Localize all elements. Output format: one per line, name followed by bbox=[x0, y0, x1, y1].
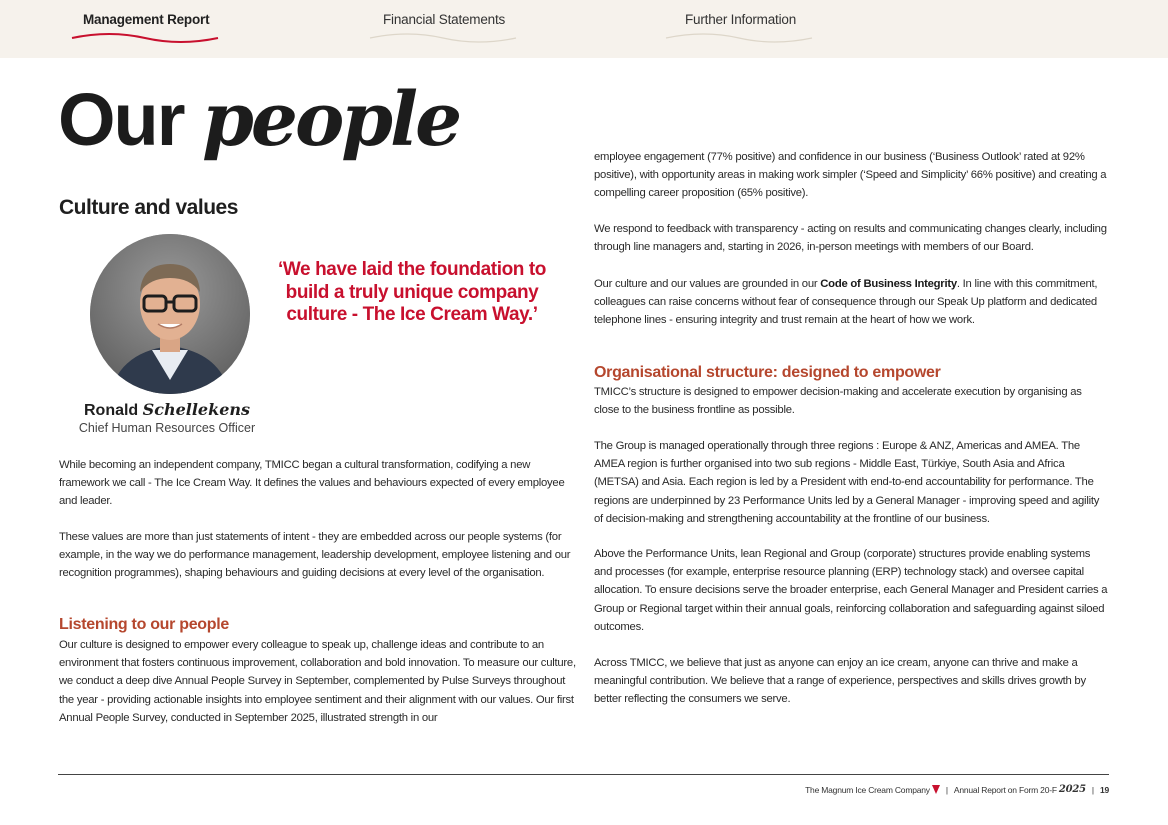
page-footer bbox=[805, 784, 1109, 795]
person-first-name: Ronald bbox=[83, 402, 139, 419]
page-number: 19 bbox=[1099, 784, 1109, 795]
right-paragraph-5: The Group is managed operationally through three regions : Europe & ANZ, Americas and AMEA. The AMEA region is further organised into two sub regions - Middle East, Türkiye, South Asia and Africa (METSA) and Asia. Each region is led by a President with end-to-end accountability for performance. The regions are underpinned by 23 Performance Units led by a General Manager - improving speed and agility of decision-making and strengthening accountability at the frontline of our business. bbox=[594, 440, 1100, 525]
subheading-organisational-structure: Organisational structure: designed to empower bbox=[594, 364, 941, 381]
left-paragraph-1: While becoming an independent company, TMICC began a cultural transformation, codifying a new framework we call - The Ice Cream Way. It defines the values and behaviours expected of every employee and leader. bbox=[59, 459, 565, 508]
tab-management-report[interactable] bbox=[70, 12, 220, 46]
footer-separator: | bbox=[1091, 784, 1094, 795]
person-name bbox=[59, 400, 275, 420]
text-run: Our culture and our values are grounded in our bbox=[594, 278, 821, 290]
tab-further-information[interactable] bbox=[664, 12, 814, 46]
tab-underline bbox=[664, 30, 814, 46]
pull-quote: ‘We have laid the foundation to build a truly unique company culture - The Ice Cream Way.’ bbox=[277, 259, 547, 325]
right-paragraph-7: Across TMICC, we believe that just as anyone can enjoy an ice cream, anyone can thrive and make a meaningful contribution. We believe that a range of experience, perspectives and skills drives growth by better reflecting the consumers we serve. bbox=[594, 657, 1086, 706]
text-run: . In line with this commitment, colleagues can raise concerns without fear of consequence through our Speak Up platform and dedicated telephone lines - ensuring integrity and trust remain at the heart of how we work. bbox=[594, 278, 1098, 327]
footer-report: Annual Report on Form 20-F bbox=[953, 784, 1057, 795]
footer-divider bbox=[58, 774, 1109, 775]
right-paragraph-4: TMICC’s structure is designed to empower decision-making and accelerate execution by organising as close to the business frontline as possible. bbox=[594, 386, 1082, 417]
person-last-name: Schellekens bbox=[142, 400, 251, 419]
page-title-word-2: people bbox=[202, 77, 460, 163]
footer-company: The Magnum Ice Cream Company bbox=[805, 784, 930, 795]
portrait-illustration bbox=[90, 234, 250, 394]
portrait-photo bbox=[90, 234, 250, 394]
footer-year: 2025 bbox=[1058, 784, 1086, 795]
tab-underline bbox=[368, 30, 518, 46]
right-paragraph-2: We respond to feedback with transparency - acting on results and communicating changes clearly, including through line managers and, starting in 2026, in-person meetings with members of our Board. bbox=[594, 223, 1107, 254]
right-paragraph-3 bbox=[594, 275, 1109, 330]
left-paragraph-3: Our culture is designed to empower every colleague to speak up, challenge ideas and contribute to an environment that fosters continuous improvement, collaboration and bold innovation. To measure our culture, we conduct a deep dive Annual People Survey in September, complemented by Pulse Surveys throughout the year - providing actionable insights into employee sentiment and their alignment with our values. Our first Annual People Survey, conducted in September 2025, illustrated strength in our bbox=[59, 639, 576, 724]
tab-label: Financial Statements bbox=[383, 12, 506, 27]
tab-underline-active bbox=[70, 30, 220, 46]
page-title-word-1: Our bbox=[58, 78, 184, 161]
subheading-listening: Listening to our people bbox=[59, 616, 229, 633]
tab-label: Management Report bbox=[83, 12, 210, 27]
code-of-business-integrity-link[interactable]: Code of Business Integrity bbox=[820, 278, 957, 290]
footer-separator: | bbox=[945, 784, 948, 795]
brand-triangle-icon bbox=[932, 785, 940, 794]
section-heading: Culture and values bbox=[59, 196, 238, 219]
person-role: Chief Human Resources Officer bbox=[78, 421, 256, 435]
right-paragraph-6: Above the Performance Units, lean Regional and Group (corporate) structures provide enabling systems and processes (for example, enterprise resource planning (ERP) technology stack) and oversee capital allocation. To ensure decisions serve the broader enterprise, each General Manager and President carries a Group or Regional target within their annual goals, reinforcing collaboration and safeguarding against siloed outcomes. bbox=[594, 548, 1108, 633]
left-paragraph-2: These values are more than just statements of intent - they are embedded across our people systems (for example, in the way we do performance management, leadership development, employee listening and our recognition programmes), shaping behaviours and guiding decisions at every level of the organisation. bbox=[59, 531, 571, 580]
right-paragraph-1: employee engagement (77% positive) and confidence in our business (‘Business Outlook’ rated at 92% positive), with opportunity areas in making work simpler (‘Speed and Simplicity’ 66% positive) and creating a compelling career proposition (65% positive). bbox=[594, 151, 1107, 200]
top-navigation bbox=[0, 0, 1168, 58]
tab-financial-statements[interactable] bbox=[368, 12, 518, 46]
tab-label: Further Information bbox=[685, 12, 796, 27]
page-title bbox=[58, 78, 459, 162]
